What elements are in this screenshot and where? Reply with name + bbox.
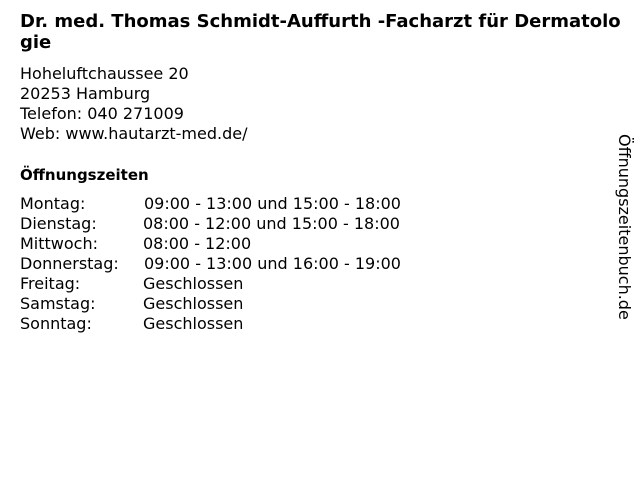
hours-row-tuesday [20, 214, 401, 234]
day-label: Freitag: [20, 274, 81, 293]
phone-number: Telefon: 040 271009 [20, 104, 184, 123]
opening-hours-table [20, 194, 401, 334]
hours-row-thursday [20, 254, 401, 274]
day-label: Samstag: [20, 294, 96, 313]
day-hours: Geschlossen [143, 274, 244, 293]
day-hours: 09:00 - 13:00 und 15:00 - 18:00 [144, 194, 401, 213]
hours-row-wednesday [20, 234, 401, 254]
day-hours: 09:00 - 13:00 und 16:00 - 19:00 [144, 254, 401, 273]
address-street: Hoheluftchaussee 20 [20, 64, 189, 83]
address-city: 20253 Hamburg [20, 84, 151, 103]
hours-row-monday [20, 194, 401, 214]
hours-row-sunday [20, 314, 401, 334]
day-label: Sonntag: [20, 314, 92, 333]
opening-hours-heading: Öffnungszeiten [20, 166, 149, 184]
day-label: Mittwoch: [20, 234, 98, 253]
website: Web: www.hautarzt-med.de/ [20, 124, 248, 143]
source-watermark: Öffnungszeitenbuch.de [615, 134, 634, 320]
day-hours: 08:00 - 12:00 und 15:00 - 18:00 [143, 214, 400, 233]
day-hours: Geschlossen [143, 294, 244, 313]
hours-row-saturday [20, 294, 401, 314]
contact-block [20, 64, 247, 144]
day-label: Donnerstag: [20, 254, 119, 273]
day-label: Montag: [20, 194, 86, 213]
hours-row-friday [20, 274, 401, 294]
page-title: Dr. med. Thomas Schmidt-Auffurth -Facharzt für Dermatologie [20, 11, 621, 53]
day-hours: Geschlossen [143, 314, 244, 333]
day-hours: 08:00 - 12:00 [143, 234, 252, 253]
day-label: Dienstag: [20, 214, 97, 233]
